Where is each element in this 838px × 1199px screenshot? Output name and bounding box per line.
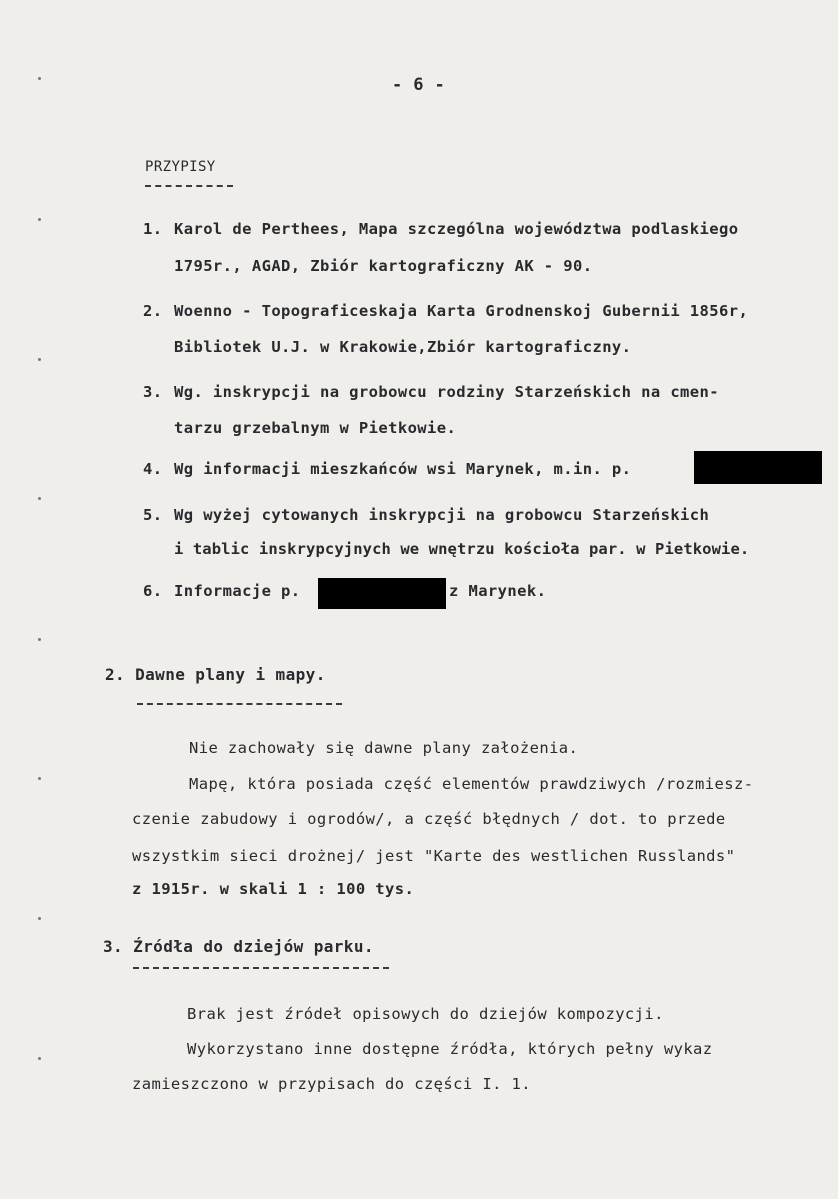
footnote-text: Informacje p.	[174, 582, 301, 600]
footnote-text: Karol de Perthees, Mapa szczególna województwa podlaskiego	[174, 220, 739, 238]
margin-dot	[38, 638, 41, 641]
section-heading: 3. Źródła do dziejów parku.	[103, 937, 374, 956]
page-number: - 6 -	[392, 75, 446, 95]
margin-dot	[38, 497, 41, 500]
footnote-number: 4.	[143, 460, 163, 478]
paragraph-line: Nie zachowały się dawne plany założenia.	[189, 739, 579, 757]
footnote-text: Wg informacji mieszkańców wsi Marynek, m.in. p.	[174, 460, 632, 478]
footnote-number: 6.	[143, 582, 163, 600]
paragraph-line: zamieszczono w przypisach do części I. 1.	[132, 1075, 532, 1093]
footnote-number: 5.	[143, 506, 163, 524]
footnote-text: i tablic inskrypcyjnych we wnętrzu kościoła par. w Pietkowie.	[174, 540, 750, 558]
footnote-text: Bibliotek U.J. w Krakowie,Zbiór kartograficzny.	[174, 338, 632, 356]
footnote-number: 2.	[143, 302, 163, 320]
paragraph-line: czenie zabudowy i ogrodów/, a część błędnych / dot. to przede	[132, 810, 726, 828]
margin-dot	[38, 358, 41, 361]
section-heading: 2. Dawne plany i mapy.	[105, 665, 326, 684]
heading-underline	[133, 967, 389, 969]
footnotes-heading: PRZYPISY	[145, 159, 216, 175]
heading-underline	[137, 703, 342, 705]
footnote-text: tarzu grzebalnym w Pietkowie.	[174, 419, 457, 437]
footnote-number: 1.	[143, 220, 163, 238]
paragraph-line: wszystkim sieci drożnej/ jest "Karte des westlichen Russlands"	[132, 847, 736, 865]
footnote-text: Wg. inskrypcji na grobowcu rodziny Starzeńskich na cmen-	[174, 383, 719, 401]
paragraph-line: Mapę, która posiada część elementów prawdziwych /rozmiesz-	[189, 775, 754, 793]
paragraph-line: z 1915r. w skali 1 : 100 tys.	[132, 880, 415, 898]
margin-dot	[38, 777, 41, 780]
heading-underline	[145, 185, 233, 187]
margin-dot	[38, 77, 41, 80]
paragraph-line: Brak jest źródeł opisowych do dziejów kompozycji.	[187, 1005, 664, 1023]
footnote-text: Wg wyżej cytowanych inskrypcji na grobowcu Starzeńskich	[174, 506, 710, 524]
footnote-text: z Marynek.	[449, 582, 547, 600]
margin-dot	[38, 917, 41, 920]
redaction-box	[694, 451, 822, 484]
redaction-box	[318, 578, 446, 609]
paragraph-line: Wykorzystano inne dostępne źródła, których pełny wykaz	[187, 1040, 713, 1058]
footnote-text: 1795r., AGAD, Zbiór kartograficzny AK - 90.	[174, 257, 593, 275]
footnote-text: Woenno - Topograficeskaja Karta Grodnenskoj Gubernii 1856r,	[174, 302, 749, 320]
margin-dot	[38, 218, 41, 221]
margin-dot	[38, 1057, 41, 1060]
footnote-number: 3.	[143, 383, 163, 401]
